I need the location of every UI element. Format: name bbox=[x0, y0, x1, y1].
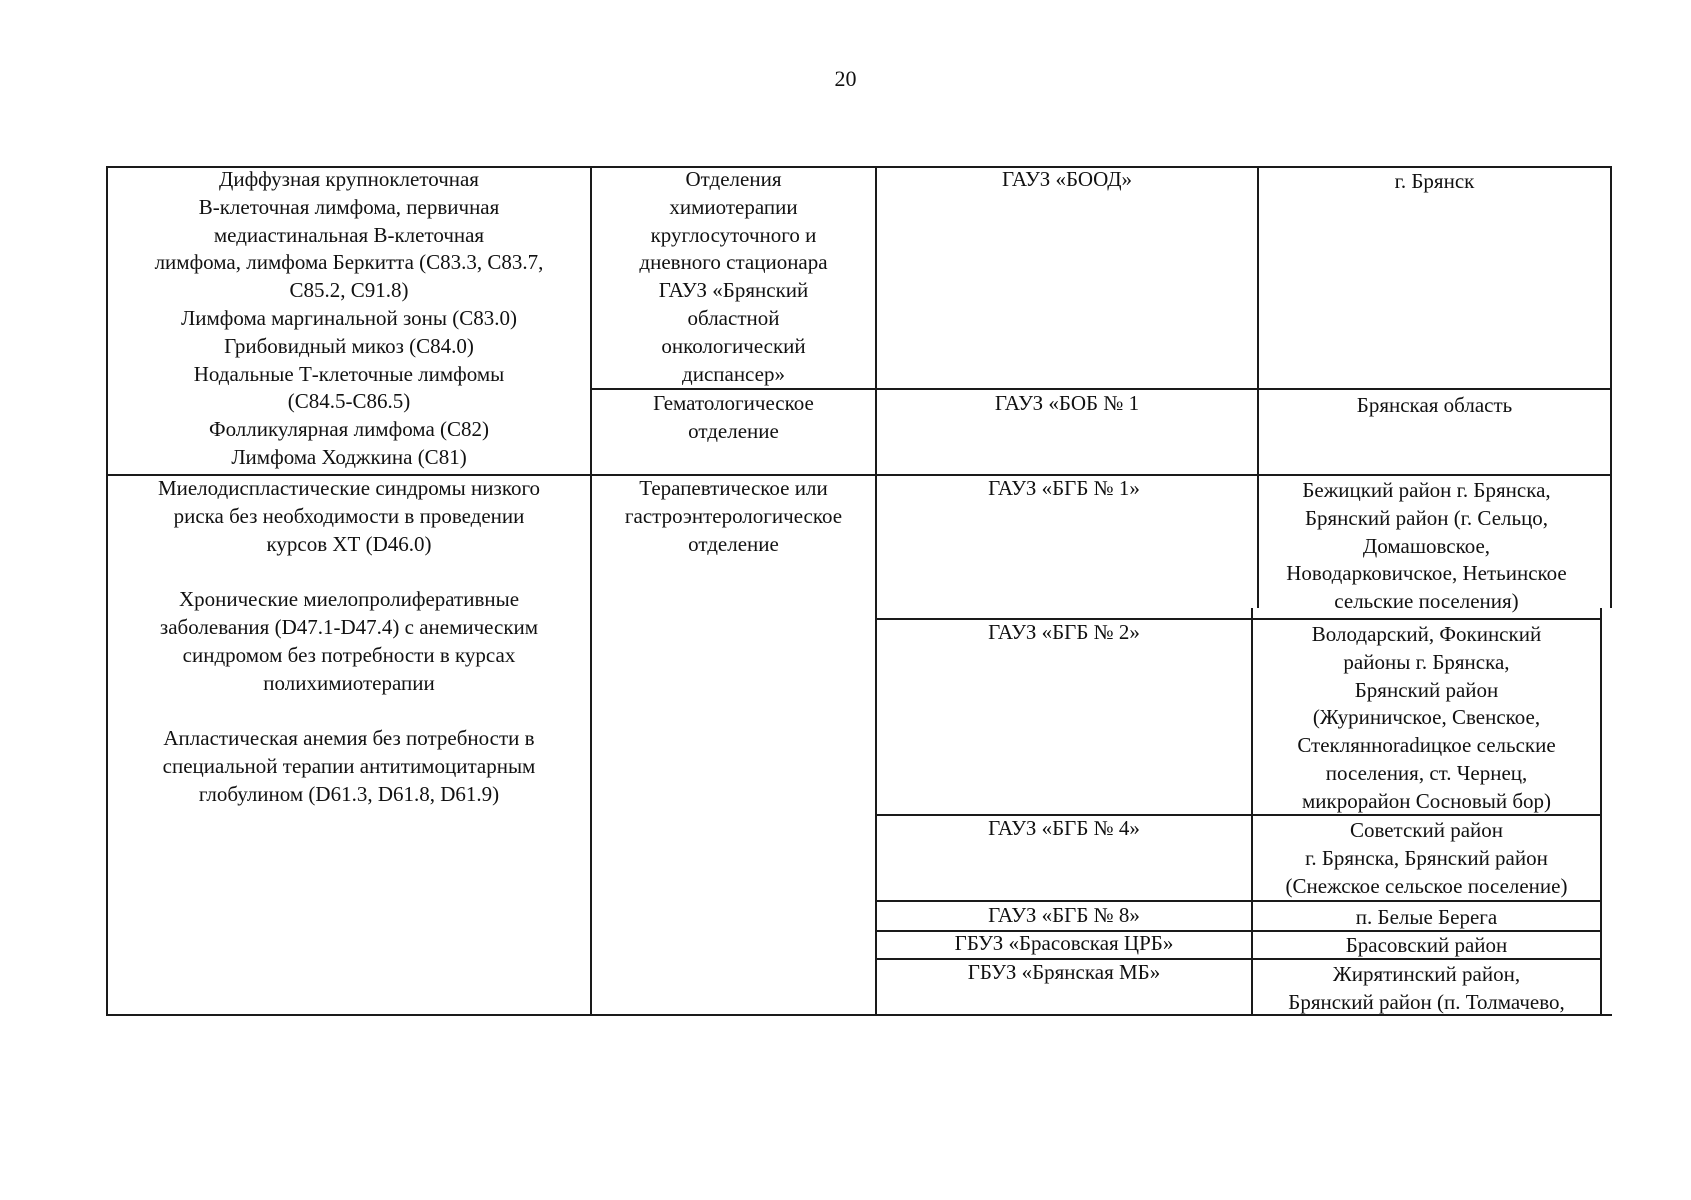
diagnoses-cell: Миелодиспластические синдромы низкого риска без необходимости в проведении курсов ХТ (D46.0) Хронические миелопролиферативные заболевания (D47.1-D47.4) с анемическим синдромом без потребности в курсах полихимиотерапии Апластическая анемия без потребности в специальной терапии антитимоцитарным глобулином (D61.3, D61.8, D61.9) bbox=[157, 476, 541, 806]
table-border-right bbox=[1610, 166, 1612, 608]
institution-cell: ГАУЗ «БООД» bbox=[1001, 167, 1133, 191]
institution-cell: ГАУЗ «БГБ № 4» bbox=[988, 816, 1140, 840]
institution-cell: ГАУЗ «БГБ № 2» bbox=[988, 620, 1140, 644]
territory-cell: Брянская область bbox=[1356, 393, 1513, 417]
page-number: 20 bbox=[834, 66, 857, 91]
territory-cell: п. Белые Берега bbox=[1355, 905, 1498, 929]
column-divider bbox=[1251, 608, 1253, 1016]
institution-cell: ГБУЗ «Брянская МБ» bbox=[967, 960, 1161, 984]
institution-cell: ГАУЗ «БОБ № 1 bbox=[994, 391, 1140, 415]
column-divider bbox=[590, 166, 592, 1016]
territory-cell: Бежицкий район г. Брянска, Брянский район (г. Сельцо, Домашовское, Новодарковичское, Нетьинское сельские поселения) bbox=[1286, 478, 1567, 614]
column-divider bbox=[1600, 608, 1602, 1016]
table-border-left bbox=[106, 166, 108, 1016]
institution-cell: ГАУЗ «БГБ № 1» bbox=[988, 476, 1140, 500]
territory-cell: Жирятинский район, Брянский район (п. Толмачево, bbox=[1288, 962, 1565, 1014]
column-divider bbox=[875, 166, 877, 1016]
diagnoses-cell: Диффузная крупноклеточная В-клеточная лимфома, первичная медиастинальная В-клеточная лимфома, лимфома Беркитта (С83.3, С83.7, С85.2, С91.8) Лимфома маргинальной зоны (С83.0) Грибовидный микоз (С84.0) Нодальные Т-клеточные лимфомы (С84.5-С86.5) Фолликулярная лимфома (С82) Лимфома Ходжкина (С81) bbox=[154, 167, 544, 469]
territory-cell: Советский район г. Брянска, Брянский район (Снежское сельское поселение) bbox=[1285, 818, 1568, 898]
territory-cell: г. Брянск bbox=[1394, 169, 1475, 193]
territory-cell: Володарский, Фокинский районы г. Брянска, Брянский район (Журиничское, Свенское, Стеклянноradицкое сельские поселения, ст. Чернец, микрорайон Сосновый бор) bbox=[1297, 622, 1556, 813]
territory-cell: Брасовский район bbox=[1345, 933, 1508, 957]
department-cell: Терапевтическое или гастроэнтерологическое отделение bbox=[624, 476, 843, 556]
institution-cell: ГБУЗ «Брасовская ЦРБ» bbox=[954, 931, 1174, 955]
institution-cell: ГАУЗ «БГБ № 8» bbox=[988, 903, 1140, 927]
department-cell: Отделения химиотерапии круглосуточного и дневного стационара ГАУЗ «Брянский областной онкологический диспансер» bbox=[639, 167, 828, 386]
institutions-table bbox=[106, 166, 1612, 1016]
department-cell: Гематологическое отделение bbox=[653, 391, 814, 443]
